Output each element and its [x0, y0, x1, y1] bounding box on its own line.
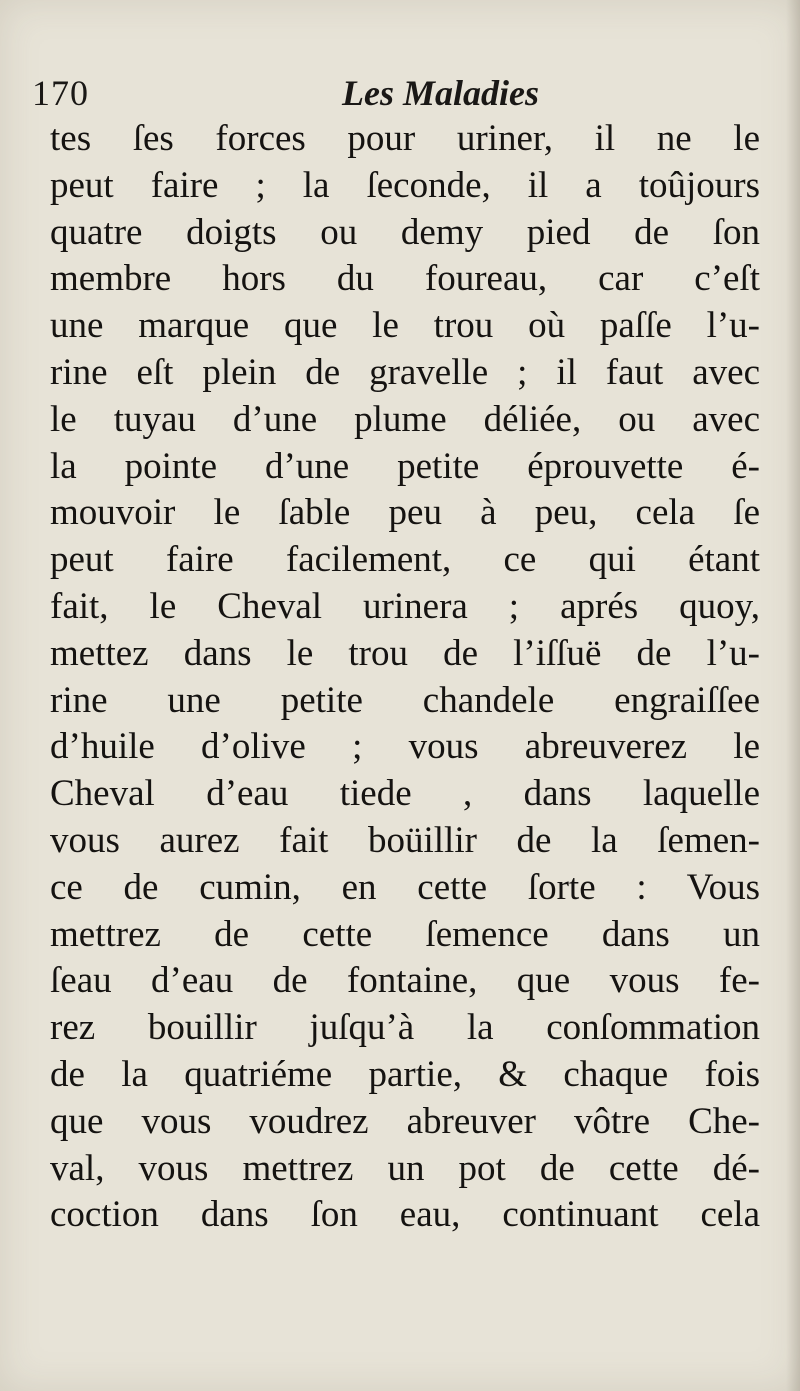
text-line: fait, le Cheval urinera ; aprés quoy, [50, 585, 760, 627]
text-line: mouvoir le ſable peu à peu, cela ſe [50, 492, 760, 534]
text-line: de la quatriéme partie, & chaque fois [50, 1053, 760, 1095]
text-line: tes ſes forces pour uriner, il ne le [50, 118, 760, 159]
text-line: coction dans ſon eau, continuant cela [50, 1194, 760, 1236]
text-line: ſeau d’eau de fontaine, que vous fe- [50, 960, 760, 1002]
text-line: rine eſt plein de gravelle ; il faut avec [50, 351, 760, 393]
text-line: ce de cumin, en cette ſorte : Vous [50, 866, 760, 908]
text-line: d’huile d’olive ; vous abreuverez le [50, 726, 760, 768]
text-line: le tuyau d’une plume déliée, ou avec [50, 398, 760, 440]
text-line: mettez dans le trou de l’iſſuë de l’u- [50, 632, 760, 674]
text-line: la pointe d’une petite éprouvette é- [50, 445, 760, 487]
text-line: peut faire facilement, ce qui étant [50, 539, 760, 581]
text-line: membre hors du foureau, car c’eſt [50, 258, 760, 300]
body-text [50, 116, 760, 1239]
text-line: rine une petite chandele engraiſſee [50, 679, 760, 721]
text-line: une marque que le trou où paſſe l’u- [50, 305, 760, 347]
text-line: vous aurez fait boüillir de la ſemen- [50, 819, 760, 861]
text-line: quatre doigts ou demy pied de ſon [50, 211, 760, 253]
page-number: 170 [32, 73, 89, 113]
running-head: Les Maladies [342, 73, 539, 113]
text-line: que vous voudrez abreuver vôtre Che- [50, 1100, 760, 1142]
text-line: mettrez de cette ſemence dans un [50, 913, 760, 955]
text-line: rez bouillir juſqu’à la conſommation [50, 1007, 760, 1049]
text-line: val, vous mettrez un pot de cette dé- [50, 1147, 760, 1189]
text-line: peut faire ; la ſeconde, il a toûjours [50, 164, 760, 206]
text-line: Cheval d’eau tiede , dans laquelle [50, 773, 760, 815]
page-header [30, 72, 770, 116]
